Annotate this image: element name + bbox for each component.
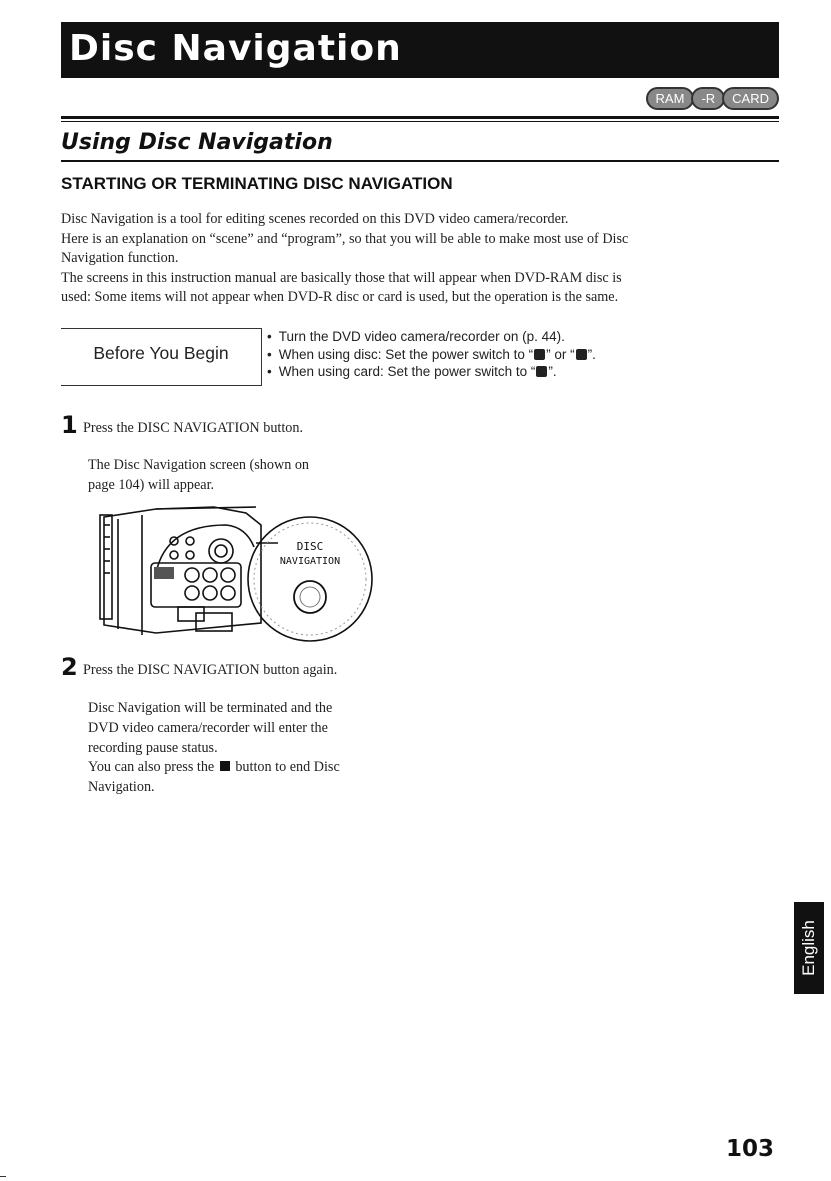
camera-illustration [96,503,386,643]
illustration-label: NAVIGATION [279,556,341,567]
language-tab [794,902,824,994]
card-mode-icon [536,366,547,377]
step-description [88,699,448,798]
movie-mode-icon [534,349,545,360]
list-item-text: When using card: Set the power switch to “ [278,364,536,379]
page-title: Disc Navigation [69,28,402,69]
subheading: STARTING OR TERMINATING DISC NAVIGATION [61,174,453,193]
title-bar [61,22,779,78]
list-item [267,346,767,364]
before-you-begin-label: Before You Begin [93,343,229,363]
page-number: 103 [726,1136,775,1162]
intro-line: Navigation function. [61,250,179,267]
badge-card: CARD [722,87,779,110]
step-instruction: Press the DISC NAVIGATION button. [83,420,304,436]
step-description-line: page 104) will appear. [88,476,215,493]
badge-ram: RAM [646,87,695,110]
step-description [88,456,448,496]
divider [61,121,779,122]
step-description-line: The Disc Navigation screen (shown on [88,457,310,473]
intro-text [61,210,779,308]
step-description-line: Navigation. [88,779,155,796]
photo-mode-icon [576,349,587,360]
media-badges [649,87,779,110]
step-description-line: recording pause status. [88,739,218,756]
edge-mark [0,1176,6,1177]
step-number: 2 [61,653,78,681]
illustration-label: DISC [296,540,324,553]
stop-icon [220,761,230,771]
intro-line: The screens in this instruction manual are basically those that will appear when DVD-RAM disc is [61,269,622,286]
intro-line: Disc Navigation is a tool for editing scenes recorded on this DVD video camera/recorder. [61,211,569,227]
step-description-text: button to end Disc [235,759,340,776]
step-description-line: Disc Navigation will be terminated and the [88,700,333,716]
intro-line: used: Some items will not appear when DVD-R disc or card is used, but the operation is the same. [61,289,619,306]
divider [61,116,779,119]
section-heading: Using Disc Navigation [61,130,333,155]
list-item-text: ” or “ [546,346,575,362]
list-item-text: ”. [548,364,557,379]
list-item-text: Turn the DVD video camera/recorder on (p. 44). [278,329,565,344]
step-description-text: You can also press the [88,759,215,776]
step-description-line: DVD video camera/recorder will enter the [88,719,328,736]
divider [61,160,779,162]
list-item [267,328,767,346]
step-number: 1 [61,411,78,439]
list-item-text: ”. [587,346,596,362]
intro-line: Here is an explanation on “scene” and “program”, so that you will be able to make most use of Disc [61,230,629,247]
before-you-begin-list [267,328,767,381]
badge-r: -R [691,87,725,110]
list-item-text: When using disc: Set the power switch to “ [278,346,534,362]
before-you-begin-box [61,328,262,386]
step-description-line [88,758,448,778]
list-item [267,363,767,381]
step-instruction: Press the DISC NAVIGATION button again. [83,662,338,678]
language-tab-label: English [799,920,818,976]
